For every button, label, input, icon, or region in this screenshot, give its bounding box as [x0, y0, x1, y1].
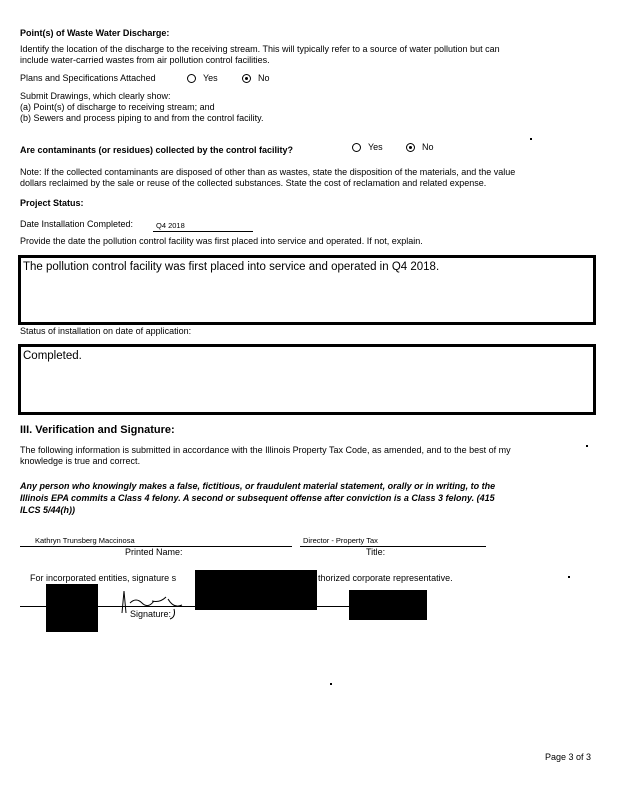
plans-yes-radio[interactable] — [187, 74, 196, 83]
contaminants-yes-radio[interactable] — [352, 143, 361, 152]
status-text: Completed. — [23, 350, 82, 362]
waste-water-desc-line1: Identify the location of the discharge to the receiving stream. This will typically refer to a source of water pollution but can — [20, 44, 500, 54]
date-installed-value[interactable]: Q4 2018 — [156, 221, 185, 230]
date-underline — [153, 231, 253, 232]
status-textbox[interactable] — [18, 344, 596, 415]
status-label: Status of installation on date of application: — [20, 326, 192, 336]
signature-label: Signature: — [130, 609, 172, 619]
corp-text-suffix: thorized corporate representative. — [318, 573, 453, 583]
printed-name-label: Printed Name: — [125, 547, 183, 557]
contaminants-no-label: No — [422, 142, 434, 152]
submit-line2: (a) Point(s) of discharge to receiving stream; and — [20, 102, 215, 112]
page-number: Page 3 of 3 — [545, 752, 592, 762]
scan-dot — [330, 683, 332, 685]
redaction-block-corp — [195, 570, 317, 610]
scan-dot — [568, 576, 570, 578]
submit-line3: (b) Sewers and process piping to and from the control facility. — [20, 113, 264, 123]
warning-line1: Any person who knowingly makes a false, fictitious, or fraudulent material statement, orally or in writing, to the — [20, 481, 496, 491]
verification-heading: III. Verification and Signature: — [20, 424, 175, 436]
redaction-block-right — [349, 590, 427, 620]
contaminants-no-radio[interactable] — [406, 143, 415, 152]
scan-dot — [530, 138, 532, 140]
redaction-block-left — [46, 584, 98, 632]
note-line1: Note: If the collected contaminants are disposed of other than as wastes, state the disposition of the materials, and the value — [20, 167, 516, 177]
warning-line2: Illinois EPA commits a Class 4 felony. A second or subsequent offense after conviction is a Class 3 felony. (415 — [20, 493, 495, 503]
waste-water-heading: Point(s) of Waste Water Discharge: — [20, 28, 170, 38]
date-installed-label: Date Installation Completed: — [20, 219, 134, 229]
plans-yes-label: Yes — [203, 73, 218, 83]
plans-no-radio[interactable] — [242, 74, 251, 83]
title-underline — [300, 546, 486, 547]
warning-line3: ILCS 5/44(h)) — [20, 505, 76, 515]
plans-no-label: No — [258, 73, 270, 83]
waste-water-desc-line2: include water-carried wastes from air pollution control facilities. — [20, 55, 270, 65]
printed-name-value[interactable]: Kathryn Trunsberg Maccinosa — [35, 536, 135, 545]
title-label: Title: — [366, 547, 386, 557]
signature-underline — [20, 606, 424, 607]
verification-text-line2: knowledge is true and correct. — [20, 456, 141, 466]
contaminants-yes-label: Yes — [368, 142, 383, 152]
service-date-text: The pollution control facility was first placed into service and operated in Q4 2018. — [23, 261, 440, 273]
provide-date-text: Provide the date the pollution control facility was first placed into service and operated. If not, explain. — [20, 236, 423, 246]
note-line2: dollars reclaimed by the sale or reuse of the collected substances. State the cost of reclamation and related expense. — [20, 178, 487, 188]
submit-line1: Submit Drawings, which clearly show: — [20, 91, 171, 101]
scan-dot — [586, 445, 588, 447]
corp-text-prefix: For incorporated entities, signature s — [30, 573, 177, 583]
service-date-textbox[interactable] — [18, 255, 596, 325]
contaminants-question: Are contaminants (or residues) collected by the control facility? — [20, 145, 294, 155]
verification-text-line1: The following information is submitted in accordance with the Illinois Property Tax Code, as amended, and to the best of my — [20, 445, 511, 455]
plans-label: Plans and Specifications Attached — [20, 73, 156, 83]
project-status-heading: Project Status: — [20, 198, 84, 208]
title-value[interactable]: Director - Property Tax — [303, 536, 378, 545]
